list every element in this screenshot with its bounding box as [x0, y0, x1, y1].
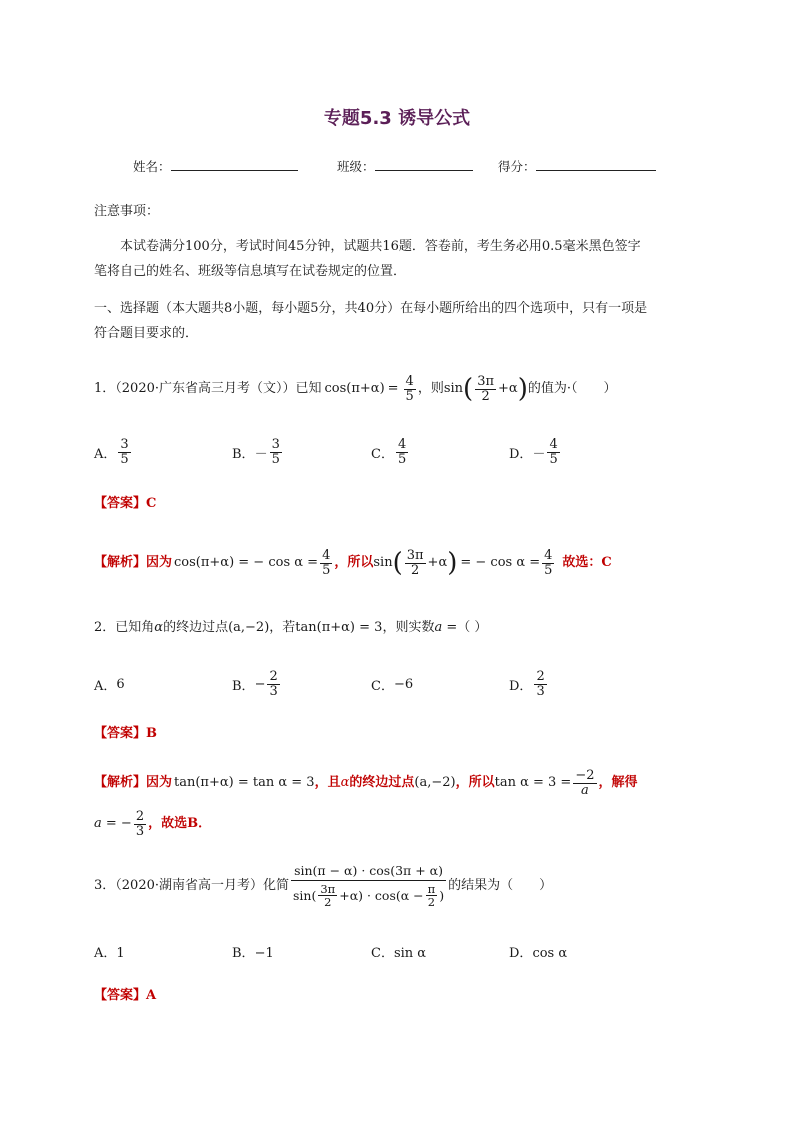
option-fraction: [534, 670, 546, 698]
class-label: 班级：: [337, 159, 375, 174]
q1-right-paren: ): [517, 374, 528, 404]
option-num: 2: [269, 668, 278, 684]
option-den: 5: [397, 451, 407, 467]
q3-den-mid: +α) · cos(α −: [339, 887, 424, 903]
paren-right: ): [447, 548, 458, 578]
frac-den: 2: [426, 895, 438, 908]
q2-option-c[interactable]: [371, 664, 413, 704]
option-fraction: [118, 438, 130, 466]
q2-analysis-label: 【解析】因为: [94, 775, 173, 790]
option-text: 1: [116, 946, 125, 961]
frac-den: 5: [544, 562, 553, 578]
q1-fraction: [404, 375, 416, 403]
q2-analysis-mid2: 的终边过点: [349, 775, 415, 790]
option-fraction: [396, 438, 408, 466]
q1-frac-den: 5: [405, 388, 414, 404]
frac-den: 2: [318, 895, 337, 908]
q1-answer: 【答案】C: [94, 496, 157, 511]
option-den: 5: [271, 451, 280, 467]
q3-option-b[interactable]: [232, 942, 274, 961]
q2-analysis-line2-frac: [134, 810, 146, 838]
option-label: A．: [94, 446, 117, 462]
option-num: 2: [536, 668, 545, 684]
q3-prefix: 3．（2020·湖南省高一月考）化简: [94, 878, 289, 893]
frac-num: −2: [575, 767, 595, 783]
q2-tan-expr: tan(π+α) = 3: [295, 620, 383, 635]
q2-analysis-line2-expr: a = −: [94, 816, 132, 831]
option-label: B．: [232, 446, 255, 462]
frac-num: 3π: [406, 547, 424, 563]
q2-a-eq: a =: [434, 620, 458, 635]
score-label: 得分：: [498, 159, 536, 174]
question-3: [94, 858, 552, 914]
q3-option-c[interactable]: [371, 942, 426, 961]
q2-analysis: [94, 762, 638, 804]
q1-inner-num: 3π: [477, 373, 495, 389]
q1-left-paren: (: [463, 374, 474, 404]
option-text: −1: [254, 946, 274, 961]
q2-analysis-point: (a,−2): [414, 775, 456, 790]
q1-analysis-inner-frac: [405, 549, 426, 577]
option-label: D．: [509, 946, 533, 961]
q2-analysis-expr1: tan(π+α) = tan α = 3: [174, 775, 315, 790]
q1-option-a[interactable]: [94, 432, 133, 472]
frac-num: 2: [135, 808, 145, 824]
q2-analysis-line-2: [94, 804, 211, 844]
q2-analysis-solve: ，解得: [598, 775, 638, 790]
q3-fraction: [291, 864, 446, 907]
q2-analysis-line2-end: ，故选B．: [148, 816, 212, 831]
option-den: 3: [269, 683, 278, 699]
notice-line-1: 本试卷满分100分，考试时间45分钟，试题共16题．答卷前，考生务必用0.5毫米黑色签字: [120, 239, 641, 254]
q2-analysis-expr2: tan α = 3 =: [494, 775, 572, 790]
q2-analysis-frac: [573, 769, 596, 797]
q1-then: ，则: [417, 381, 444, 396]
q1-analysis-end: 故选：C: [562, 555, 612, 570]
q3-answer: 【答案】A: [94, 988, 157, 1003]
q3-den-frac2: [426, 883, 438, 908]
option-num: 4: [397, 436, 407, 452]
class-input-line[interactable]: [375, 158, 473, 171]
q1-analysis-so: ，所以: [334, 555, 374, 570]
q2-prefix: 2．已知角: [94, 620, 155, 635]
score-field: [498, 157, 656, 175]
q3-numerator: sin(π − α) · cos(3π + α): [294, 863, 444, 879]
q2-paren: （ ）: [457, 620, 488, 635]
q2-then: ，则实数: [382, 620, 435, 635]
frac-den: 3: [135, 823, 145, 839]
q1-analysis-sin: sin: [373, 555, 393, 570]
paren-left: (: [392, 548, 403, 578]
q2-analysis-so: ，所以: [455, 775, 495, 790]
q3-denominator: [291, 880, 446, 908]
option-label: B．: [232, 946, 255, 961]
option-den: 3: [536, 683, 545, 699]
option-fraction: [270, 438, 282, 466]
option-label: C．: [371, 678, 394, 694]
q1-prefix: 1．（2020·广东省高三月考（文））已知: [94, 381, 322, 396]
q1-option-d[interactable]: [509, 432, 562, 472]
q2-if: ，若: [269, 620, 296, 635]
option-label: A．: [94, 946, 117, 961]
q1-inner-den: 2: [475, 389, 496, 404]
frac-num: 3π: [320, 881, 336, 896]
option-text: −6: [393, 676, 414, 692]
q1-option-b[interactable]: [232, 432, 284, 472]
frac-num: 4: [322, 547, 331, 563]
frac-num: π: [427, 881, 436, 896]
option-label: D．: [509, 446, 533, 462]
q2-mid: 的终边过点: [163, 620, 229, 635]
frac-den: 5: [322, 562, 331, 578]
notice-heading: 注意事项：: [94, 204, 160, 219]
option-num: 3: [120, 436, 129, 452]
notice-line-2: 笔将自己的姓名、班级等信息填写在试卷规定的位置．: [94, 264, 407, 279]
q3-den-sin: sin(: [293, 887, 317, 903]
option-fraction: [547, 438, 559, 466]
q1-sin: sin: [443, 381, 464, 396]
q2-analysis-mid: ，且: [314, 775, 341, 790]
page-title: 专题5.3 诱导公式: [323, 108, 471, 129]
section-1-line-2: 符合题目要求的．: [94, 326, 199, 341]
name-label: 姓名：: [133, 159, 171, 174]
option-sign: －: [254, 446, 268, 462]
question-2: [94, 616, 487, 640]
frac-num: 4: [544, 547, 553, 563]
option-label: A．: [94, 678, 117, 694]
option-label: C．: [371, 946, 394, 961]
q1-analysis-inner-plus: +α: [427, 555, 448, 570]
question-1: [94, 368, 617, 410]
name-field: [133, 157, 298, 175]
q1-analysis-frac1: [320, 549, 332, 577]
option-sign: －: [532, 446, 546, 462]
q2-option-b[interactable]: [232, 664, 282, 704]
option-label: B．: [232, 678, 255, 694]
q1-analysis-frac2: [542, 549, 554, 577]
section-1-line-1: 一、选择题（本大题共8小题，每小题5分，共40分）在每小题所给出的四个选项中，只有一项是: [94, 301, 648, 316]
option-text: cos α: [532, 946, 568, 961]
q1-analysis-label: 【解析】因为: [94, 555, 173, 570]
frac-den: 2: [405, 563, 426, 578]
q1-inner-plus: +α: [498, 381, 518, 396]
option-den: 5: [549, 451, 558, 467]
option-text: 6: [116, 676, 125, 692]
q2-answer: 【答案】B: [94, 726, 157, 741]
score-input-line[interactable]: [536, 158, 656, 171]
q1-suffix: 的值为·（ ）: [527, 381, 617, 396]
frac-den: a: [573, 783, 596, 798]
q2-analysis-alpha: α: [340, 775, 350, 790]
q1-analysis-expr1: cos(π+α) = − cos α =: [174, 555, 319, 570]
q2-alpha: α: [154, 620, 164, 635]
option-fraction: [267, 670, 279, 698]
option-num: 4: [549, 436, 558, 452]
q3-den-close: ): [439, 887, 445, 903]
q1-inner-fraction: [475, 375, 496, 403]
class-field: [337, 157, 473, 175]
q1-eq: =: [387, 381, 399, 396]
q1-analysis-expr2: = − cos α =: [460, 555, 541, 570]
q3-option-d[interactable]: [509, 942, 567, 961]
q2-option-d[interactable]: [509, 664, 549, 704]
option-sign: −: [254, 676, 266, 692]
q1-option-c[interactable]: [371, 432, 410, 472]
q3-den-frac1: [318, 883, 337, 908]
q1-cos-expr: cos(π+α): [324, 381, 385, 396]
option-label: D．: [509, 678, 533, 694]
q2-point: (a,−2): [228, 620, 270, 635]
name-input-line[interactable]: [171, 158, 298, 171]
q2-option-a[interactable]: [94, 664, 125, 704]
option-den: 5: [120, 451, 129, 467]
q3-option-a[interactable]: [94, 942, 125, 961]
option-num: 3: [271, 436, 280, 452]
q1-frac-num: 4: [405, 373, 414, 389]
q3-suffix: 的结果为（ ）: [448, 878, 553, 893]
q1-analysis: [94, 542, 612, 584]
option-text: sin α: [393, 946, 427, 961]
option-label: C．: [371, 446, 394, 462]
